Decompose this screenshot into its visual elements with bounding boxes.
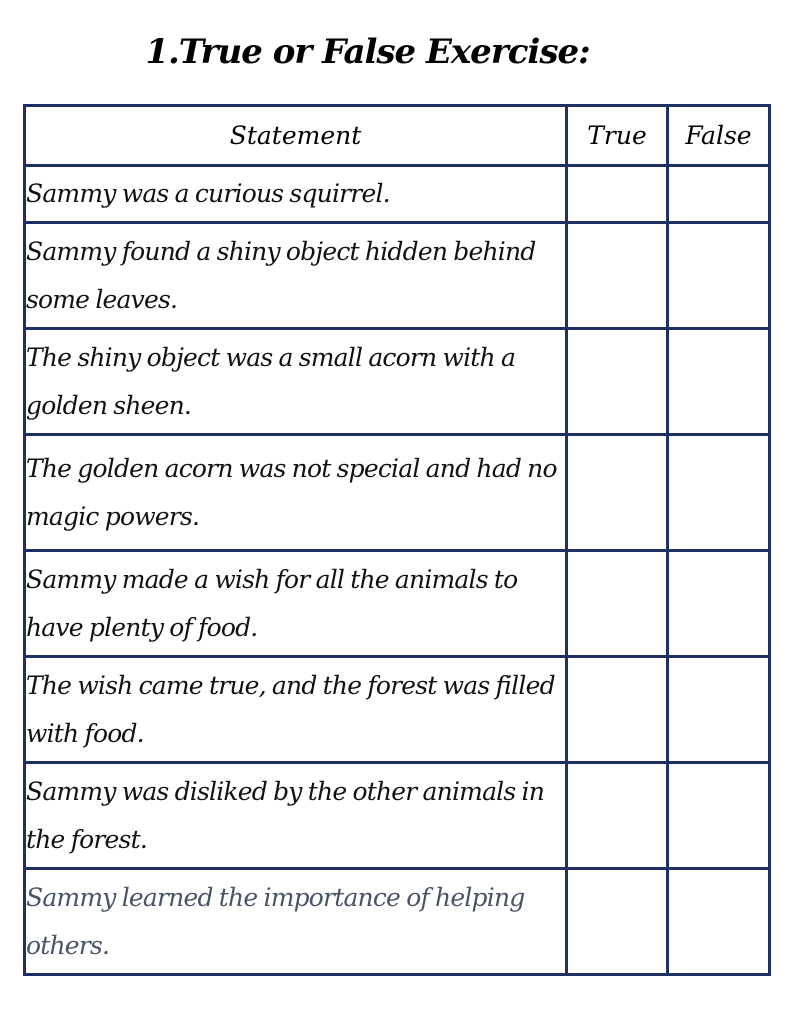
true-checkbox-cell[interactable] xyxy=(567,869,668,975)
table-row xyxy=(25,763,770,869)
table-row xyxy=(25,166,770,223)
statement-cell: The golden acorn was not special and had no magic powers. xyxy=(25,435,567,551)
table-row xyxy=(25,869,770,975)
false-checkbox-cell[interactable] xyxy=(668,869,770,975)
statement-cell: The shiny object was a small acorn with a golden sheen. xyxy=(25,329,567,435)
table-header-row xyxy=(25,106,770,166)
table-row xyxy=(25,657,770,763)
false-checkbox-cell[interactable] xyxy=(668,435,770,551)
false-checkbox-cell[interactable] xyxy=(668,763,770,869)
statement-cell: Sammy was disliked by the other animals in the forest. xyxy=(25,763,567,869)
statement-cell: Sammy found a shiny object hidden behind some leaves. xyxy=(25,223,567,329)
header-statement: Statement xyxy=(25,106,567,166)
true-false-table xyxy=(23,104,771,976)
table-row xyxy=(25,435,770,551)
table-row xyxy=(25,329,770,435)
false-checkbox-cell[interactable] xyxy=(668,551,770,657)
statement-cell: Sammy made a wish for all the animals to have plenty of food. xyxy=(25,551,567,657)
true-checkbox-cell[interactable] xyxy=(567,551,668,657)
statement-cell: The wish came true, and the forest was filled with food. xyxy=(25,657,567,763)
false-checkbox-cell[interactable] xyxy=(668,657,770,763)
true-checkbox-cell[interactable] xyxy=(567,657,668,763)
true-checkbox-cell[interactable] xyxy=(567,763,668,869)
page-title: 1.True or False Exercise: xyxy=(145,32,590,72)
true-checkbox-cell[interactable] xyxy=(567,166,668,223)
header-false: False xyxy=(668,106,770,166)
true-checkbox-cell[interactable] xyxy=(567,435,668,551)
table-row xyxy=(25,551,770,657)
false-checkbox-cell[interactable] xyxy=(668,329,770,435)
table-row xyxy=(25,223,770,329)
true-checkbox-cell[interactable] xyxy=(567,329,668,435)
false-checkbox-cell[interactable] xyxy=(668,223,770,329)
false-checkbox-cell[interactable] xyxy=(668,166,770,223)
statement-cell: Sammy was a curious squirrel. xyxy=(25,166,567,223)
statement-cell: Sammy learned the importance of helping others. xyxy=(25,869,567,975)
true-checkbox-cell[interactable] xyxy=(567,223,668,329)
header-true: True xyxy=(567,106,668,166)
